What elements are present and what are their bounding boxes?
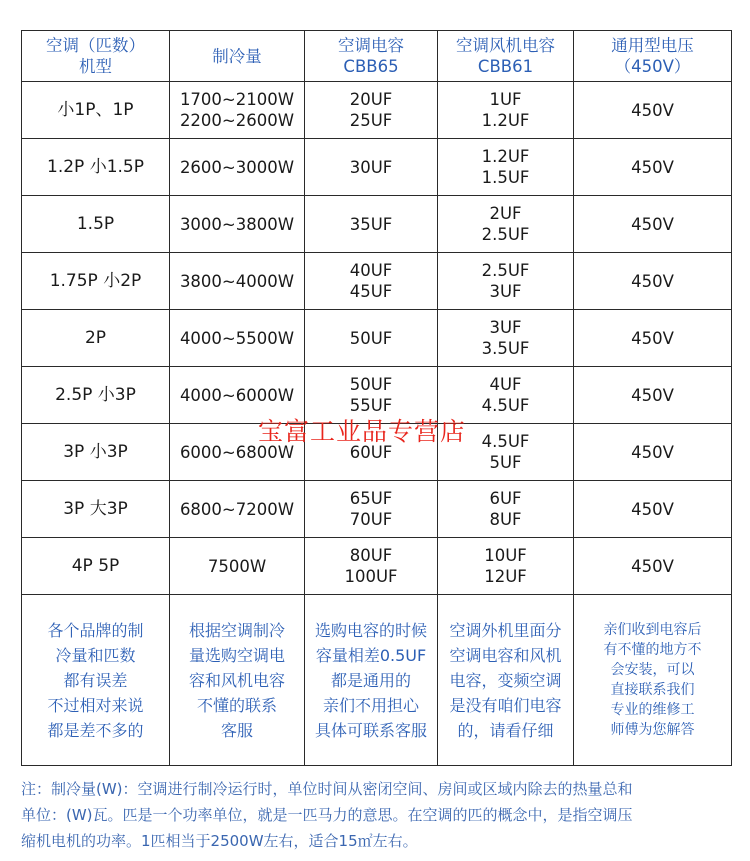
note-line: 师傅为您解答 xyxy=(610,722,695,738)
cooling-cell-line: 3000~3800W xyxy=(179,214,295,234)
voltage-cell: 450V xyxy=(574,367,732,424)
model-cell: 1.75P 小2P xyxy=(22,253,170,310)
cooling-cell xyxy=(170,82,305,139)
fan-capacitor-cell-line: 6UF xyxy=(489,489,522,508)
capacitor-cell-line: 55UF xyxy=(349,396,393,415)
fan-capacitor-cell-line: 12UF xyxy=(484,567,527,586)
note-cell xyxy=(438,595,574,766)
capacitor-cell-line: 70UF xyxy=(349,510,393,529)
fan-capacitor-cell-line: 1.5UF xyxy=(481,168,530,187)
note-cell xyxy=(22,595,170,766)
cooling-cell xyxy=(170,310,305,367)
note-line: 各个品牌的制 xyxy=(47,620,144,640)
spec-table-container xyxy=(21,30,732,766)
footnote xyxy=(21,776,733,854)
note-line: 选购电容的时候 xyxy=(314,620,427,640)
capacitor-cell-line: 35UF xyxy=(349,214,393,234)
note-line: 不过相对来说 xyxy=(47,695,144,715)
cooling-cell-line: 6000~6800W xyxy=(179,442,295,462)
capacitor-cell-line: 60UF xyxy=(349,442,393,462)
capacitor-cell xyxy=(305,139,438,196)
model-cell: 2.5P 小3P xyxy=(22,367,170,424)
table-row xyxy=(22,82,732,139)
header-voltage-line: 通用型电压 xyxy=(611,36,694,55)
capacitor-cell-line: 80UF xyxy=(349,546,393,565)
header-fan-capacitor-line: CBB61 xyxy=(477,57,534,76)
capacitor-spec-table xyxy=(21,30,732,766)
fan-capacitor-cell xyxy=(438,196,574,253)
footnote-line: 缩机电机的功率。1匹相当于2500W左右，适合15㎡左右。 xyxy=(21,832,418,850)
capacitor-cell xyxy=(305,538,438,595)
capacitor-cell-line: 25UF xyxy=(349,111,393,130)
header-fan-capacitor-line: 空调风机电容 xyxy=(456,36,555,55)
fan-capacitor-cell-line: 1UF xyxy=(489,90,522,109)
cooling-cell xyxy=(170,196,305,253)
fan-capacitor-cell-line: 2UF xyxy=(489,204,522,223)
footnote-line: 注：制冷量(W)：空调进行制冷运行时，单位时间从密闭空间、房间或区域内除去的热量总和 xyxy=(21,780,633,798)
table-row xyxy=(22,310,732,367)
voltage-cell: 450V xyxy=(574,481,732,538)
fan-capacitor-cell-line: 3UF xyxy=(489,282,522,301)
fan-capacitor-cell-line: 8UF xyxy=(489,510,522,529)
header-cooling-line: 制冷量 xyxy=(212,46,262,66)
note-line: 有不懂的地方不 xyxy=(603,642,702,658)
voltage-cell: 450V xyxy=(574,82,732,139)
header-capacitor-line: CBB65 xyxy=(343,57,399,76)
note-line: 空调外机里面分 xyxy=(449,620,562,640)
table-row xyxy=(22,253,732,310)
cooling-cell-line: 4000~5500W xyxy=(179,328,295,348)
model-cell: 1.2P 小1.5P xyxy=(22,139,170,196)
note-line: 亲们不用担心 xyxy=(322,695,419,715)
footnote-line: 单位：(W)瓦。匹是一个功率单位，就是一匹马力的意思。在空调的匹的概念中，是指空调压 xyxy=(21,806,633,824)
note-cell xyxy=(170,595,305,766)
note-line: 客服 xyxy=(220,720,253,740)
header-voltage-line: （450V） xyxy=(614,57,691,76)
cooling-cell-line: 2600~3000W xyxy=(179,157,295,177)
note-line: 都是通用的 xyxy=(330,670,411,690)
note-line: 容和风机电容 xyxy=(188,670,285,690)
notes-row xyxy=(22,595,732,766)
note-line: 容量相差0.5UF xyxy=(315,645,427,665)
capacitor-cell-line: 20UF xyxy=(349,90,393,109)
header-cooling xyxy=(170,31,305,82)
voltage-cell: 450V xyxy=(574,253,732,310)
note-line: 的，请看仔细 xyxy=(457,720,554,740)
note-line: 不懂的联系 xyxy=(196,695,277,715)
voltage-cell: 450V xyxy=(574,538,732,595)
note-cell xyxy=(305,595,438,766)
header-capacitor xyxy=(305,31,438,82)
fan-capacitor-cell xyxy=(438,481,574,538)
note-line: 空调电容和风机 xyxy=(449,645,562,665)
model-cell: 3P 小3P xyxy=(22,424,170,481)
fan-capacitor-cell-line: 3UF xyxy=(489,318,522,337)
table-row xyxy=(22,481,732,538)
cooling-cell xyxy=(170,139,305,196)
cooling-cell-line: 2200~2600W xyxy=(179,111,295,130)
spec-table-body xyxy=(22,31,732,766)
header-model xyxy=(22,31,170,82)
fan-capacitor-cell-line: 10UF xyxy=(484,546,527,565)
note-line: 根据空调制冷 xyxy=(188,620,285,640)
capacitor-cell xyxy=(305,481,438,538)
header-fan-capacitor xyxy=(438,31,574,82)
model-cell: 小1P、1P xyxy=(22,82,170,139)
fan-capacitor-cell-line: 4.5UF xyxy=(481,432,530,451)
note-line: 冷量和匹数 xyxy=(55,645,136,665)
voltage-cell: 450V xyxy=(574,139,732,196)
store-watermark: 宝富工业品专营店 xyxy=(258,417,467,446)
note-line: 会安装，可以 xyxy=(610,662,695,678)
capacitor-cell-line: 40UF xyxy=(349,261,393,280)
fan-capacitor-cell xyxy=(438,253,574,310)
capacitor-cell-line: 50UF xyxy=(349,328,393,348)
fan-capacitor-cell xyxy=(438,310,574,367)
header-model-line: 机型 xyxy=(79,57,112,76)
header-voltage xyxy=(574,31,732,82)
note-line: 亲们收到电容后 xyxy=(603,622,702,638)
model-cell: 1.5P xyxy=(22,196,170,253)
note-line: 是没有咱们电容 xyxy=(449,695,562,715)
capacitor-cell-line: 30UF xyxy=(349,157,393,177)
note-line: 都是差不多的 xyxy=(47,720,144,740)
model-cell: 2P xyxy=(22,310,170,367)
cooling-cell xyxy=(170,253,305,310)
table-row xyxy=(22,196,732,253)
fan-capacitor-cell-line: 4.5UF xyxy=(481,396,530,415)
table-row xyxy=(22,538,732,595)
fan-capacitor-cell xyxy=(438,82,574,139)
fan-capacitor-cell-line: 4UF xyxy=(489,375,522,394)
cooling-cell-line: 4000~6000W xyxy=(179,385,295,405)
fan-capacitor-cell-line: 1.2UF xyxy=(481,147,530,166)
model-cell: 3P 大3P xyxy=(22,481,170,538)
fan-capacitor-cell xyxy=(438,139,574,196)
cooling-cell-line: 3800~4000W xyxy=(179,271,295,291)
capacitor-cell-line: 100UF xyxy=(344,567,398,586)
cooling-cell xyxy=(170,481,305,538)
cooling-cell-line: 7500W xyxy=(207,556,267,576)
header-row xyxy=(22,31,732,82)
header-model-line: 空调（匹数） xyxy=(46,36,145,55)
fan-capacitor-cell-line: 3.5UF xyxy=(481,339,530,358)
model-cell: 4P 5P xyxy=(22,538,170,595)
note-line: 量选购空调电 xyxy=(188,645,285,665)
header-capacitor-line: 空调电容 xyxy=(338,36,404,55)
note-line: 电容，变频空调 xyxy=(449,670,562,690)
table-row xyxy=(22,139,732,196)
note-line: 专业的维修工 xyxy=(610,702,695,718)
voltage-cell: 450V xyxy=(574,196,732,253)
fan-capacitor-cell-line: 1.2UF xyxy=(481,111,530,130)
note-line: 直接联系我们 xyxy=(610,682,695,698)
capacitor-cell-line: 45UF xyxy=(349,282,393,301)
capacitor-cell xyxy=(305,82,438,139)
note-line: 具体可联系客服 xyxy=(314,720,427,740)
fan-capacitor-cell-line: 2.5UF xyxy=(481,261,530,280)
note-line: 都有误差 xyxy=(63,670,128,690)
cooling-cell xyxy=(170,538,305,595)
capacitor-cell xyxy=(305,253,438,310)
fan-capacitor-cell-line: 2.5UF xyxy=(481,225,530,244)
capacitor-cell xyxy=(305,196,438,253)
note-cell xyxy=(574,595,732,766)
voltage-cell: 450V xyxy=(574,424,732,481)
voltage-cell: 450V xyxy=(574,310,732,367)
cooling-cell-line: 6800~7200W xyxy=(179,499,295,519)
cooling-cell-line: 1700~2100W xyxy=(179,90,295,109)
capacitor-cell-line: 50UF xyxy=(349,375,393,394)
capacitor-cell xyxy=(305,310,438,367)
capacitor-cell-line: 65UF xyxy=(349,489,393,508)
fan-capacitor-cell xyxy=(438,538,574,595)
fan-capacitor-cell-line: 5UF xyxy=(489,453,522,472)
